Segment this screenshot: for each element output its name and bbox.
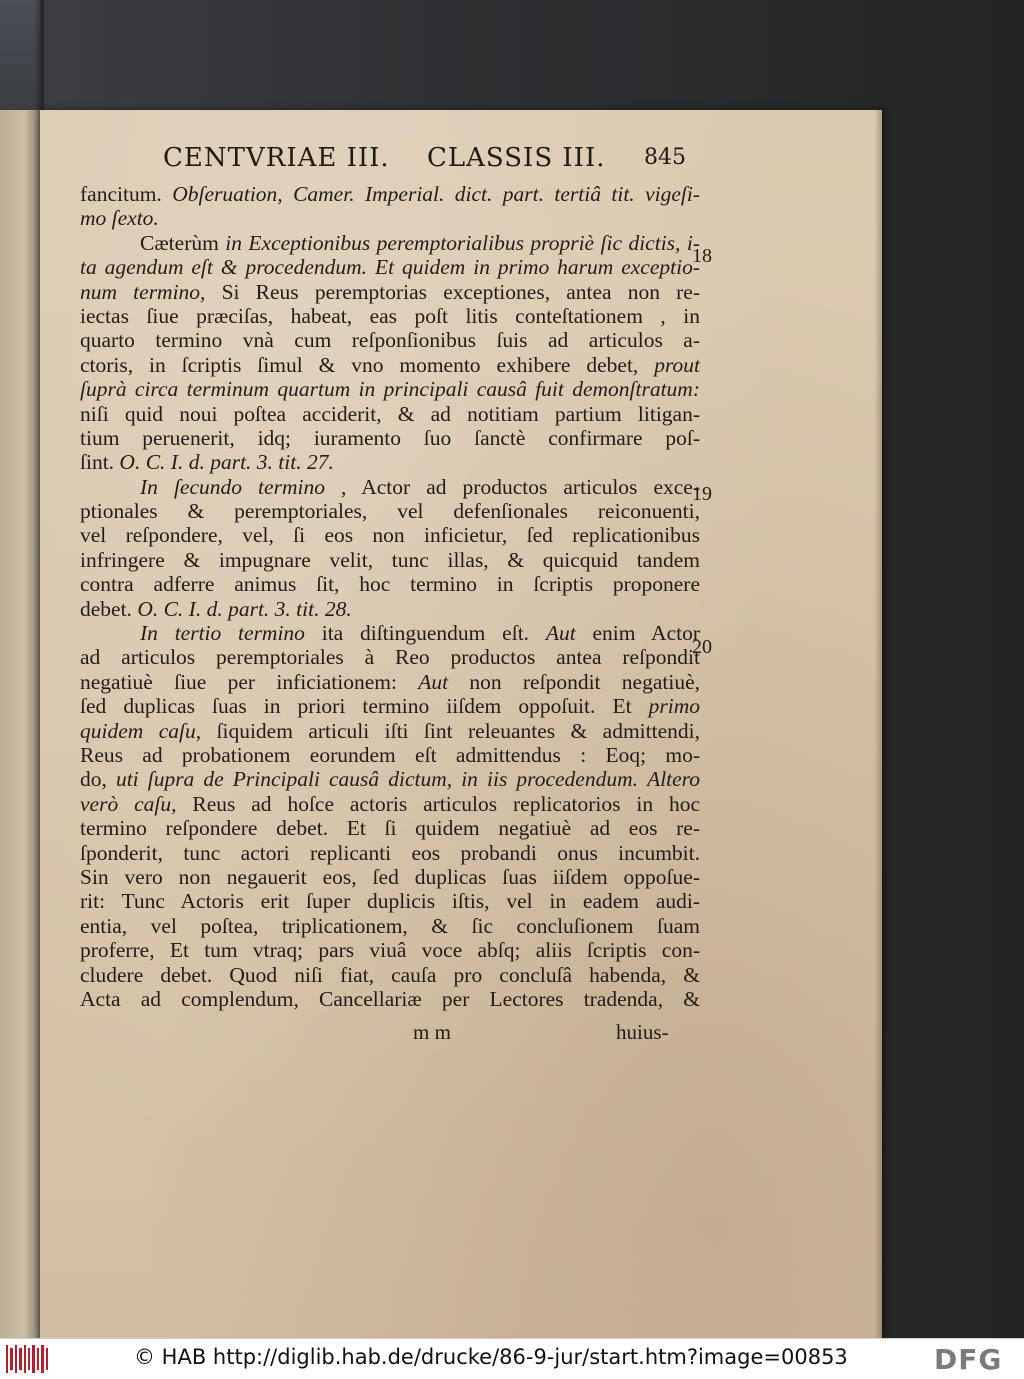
text-line (80, 719, 700, 743)
text-line (80, 572, 700, 596)
text-line (80, 987, 700, 1011)
text-segment: ptionales & peremptoriales, vel defenſionales reiconuenti, (80, 499, 700, 524)
text-segment: fancitum. (80, 182, 173, 206)
text-line (80, 792, 700, 816)
text-segment: ſed duplicas ſuas in priori termino iiſdem oppoſuit. Et (80, 694, 649, 719)
text-segment: negatiuè ſiue per inficiationem: (80, 669, 419, 694)
text-segment: In tertio termino (140, 621, 305, 646)
running-head-classis: CLASSIS III. (426, 143, 606, 173)
footer-copyright-url[interactable]: © HAB http://diglib.hab.de/drucke/86-9-jur/start.htm?image=00853 (134, 1345, 848, 1369)
text-segment: quarto termino vnà cum reſponſionibus ſuis ad articulos a- (80, 328, 700, 353)
page-edge (874, 110, 882, 1338)
text-line (80, 914, 700, 938)
text-segment: contra adferre animus ſit, hoc termino in ſcriptis proponere (80, 572, 700, 597)
text-line (80, 621, 700, 645)
hab-logo-icon (6, 1345, 48, 1373)
text-line (80, 426, 700, 450)
text-segment: vel reſpondere, vel, ſi eos non inficietur, ſed replicationibus (80, 523, 700, 548)
text-segment: ad articulos peremptoriales à Reo productos antea reſpondit (80, 645, 700, 670)
text-segment: Aut (418, 669, 449, 694)
margin-number-20: 20 (692, 636, 712, 658)
text-segment: Reus ad probationem eorundem eſt admittendus : Eoq; mo- (80, 742, 700, 767)
text-segment: mo ſexto. (80, 206, 159, 231)
text-segment: Acta ad complendum, Cancellariæ per Lectores tradenda, & (80, 986, 700, 1011)
text-segment: O. C. I. d. part. 3. tit. 28. (137, 596, 352, 621)
margin-number-19: 19 (692, 483, 712, 505)
text-segment: enim Actor (575, 621, 701, 646)
footer-bar (0, 1338, 1024, 1379)
text-line (80, 499, 700, 523)
page-number: 845 (644, 145, 686, 170)
text-line (80, 645, 700, 669)
text-segment: niſi quid noui poſtea acciderit, & ad notitiam partium litigan- (80, 401, 700, 426)
text-line (80, 523, 700, 547)
text-segment: ſint. (80, 450, 120, 475)
text-segment: num termino, (80, 279, 206, 304)
text-line (80, 475, 700, 499)
dfg-logo: DFG (934, 1343, 1003, 1376)
text-segment: primo (648, 694, 700, 719)
text-line (80, 963, 700, 987)
text-segment: In ſecundo termino (140, 474, 325, 499)
text-segment: Obſeruation, Camer. Imperial. dict. part. tertiâ tit. vigeſi- (172, 182, 700, 206)
text-line (80, 597, 700, 621)
text-segment: , Actor ad productos articulos exce- (324, 474, 700, 499)
text-segment: entia, vel poſtea, triplicationem, & ſic concluſionem ſuam (80, 913, 700, 938)
text-segment: cludere debet. Quod niſi fiat, cauſa pro concluſâ habenda, & (80, 962, 700, 987)
text-segment: iectas ſiue præciſas, habeat, eas poſt litis conteſtationem , in (80, 303, 700, 328)
text-segment: Sin vero non negauerit eos, ſed duplicas ſuas iiſdem oppoſue- (80, 864, 700, 889)
text-line (80, 889, 700, 913)
text-segment: uti ſupra de Principali causâ dictum, in iis procedendum. (115, 767, 638, 792)
text-line (80, 865, 700, 889)
text-segment: debet. (80, 596, 138, 621)
text-segment: ſponderit, tunc actori replicanti eos probandi onus incumbit. (80, 840, 700, 865)
text-segment: quidem caſu, (80, 718, 202, 743)
running-head-centuria: CENTVRIAE III. (163, 143, 390, 173)
text-segment: proferre, Et tum vtraq; pars viuâ voce abſq; aliis ſcriptis con- (80, 938, 700, 963)
text-segment: Altero (647, 767, 701, 792)
text-segment: verò caſu, (80, 791, 177, 816)
text-segment: ſuprà circa terminum quartum in principali causâ fuit demonſtratum: (80, 377, 700, 402)
text-line (80, 304, 700, 328)
book-page (40, 110, 882, 1338)
text-line (80, 280, 700, 304)
text-segment: ita diſtinguendum eſt. (304, 621, 546, 646)
text-segment: ctoris, in ſcriptis ſimul & vno momento exhibere debet, (80, 352, 655, 377)
text-line (80, 816, 700, 840)
text-line (80, 548, 700, 572)
text-segment: ta agendum eſt & procedendum. Et quidem in primo harum exceptio- (80, 255, 700, 280)
text-line (80, 694, 700, 718)
text-segment: Cæterùm (140, 230, 226, 255)
text-segment: in Exceptionibus peremptorialibus propriè ſic dictis, i- (225, 230, 700, 255)
text-line (80, 841, 700, 865)
text-segment: termino reſpondere debet. Et ſi quidem negatiuè ad eos re- (80, 816, 700, 841)
body-text (80, 182, 700, 1011)
text-line (80, 182, 700, 206)
text-line (80, 743, 700, 767)
margin-number-18: 18 (692, 245, 712, 267)
text-segment: rit: Tunc Actoris erit ſuper duplicis iſtis, vel in eadem audi- (80, 889, 700, 914)
text-segment: ſiquidem articuli iſti ſint releuantes & admittendi, (201, 718, 700, 743)
text-line (80, 328, 700, 352)
text-segment: Reus ad hoſce actoris articulos replicatorios in hoc (176, 791, 700, 816)
text-segment: non reſpondit negatiuè, (448, 669, 700, 694)
signature-mark: m m (413, 1020, 451, 1044)
text-line (80, 231, 700, 255)
text-segment: tium peruenerit, idq; iuramento ſuo ſanctè confirmare poſ- (80, 425, 700, 450)
text-segment: infringere & impugnare velit, tunc illas, & quicquid tandem (80, 547, 700, 572)
text-line (80, 377, 700, 401)
text-segment: prout (654, 352, 700, 377)
text-line (80, 450, 700, 474)
text-line (80, 670, 700, 694)
text-segment: Aut (545, 621, 576, 646)
text-segment: do, (80, 767, 116, 792)
text-segment (638, 767, 647, 791)
text-line (80, 767, 700, 791)
catchword: huius- (616, 1020, 669, 1044)
text-line (80, 938, 700, 962)
text-segment: O. C. I. d. part. 3. tit. 27. (119, 450, 334, 475)
text-line (80, 255, 700, 279)
text-line (80, 206, 700, 230)
text-line (80, 353, 700, 377)
text-line (80, 402, 700, 426)
text-segment: Si Reus peremptorias exceptiones, antea non re- (205, 279, 700, 304)
